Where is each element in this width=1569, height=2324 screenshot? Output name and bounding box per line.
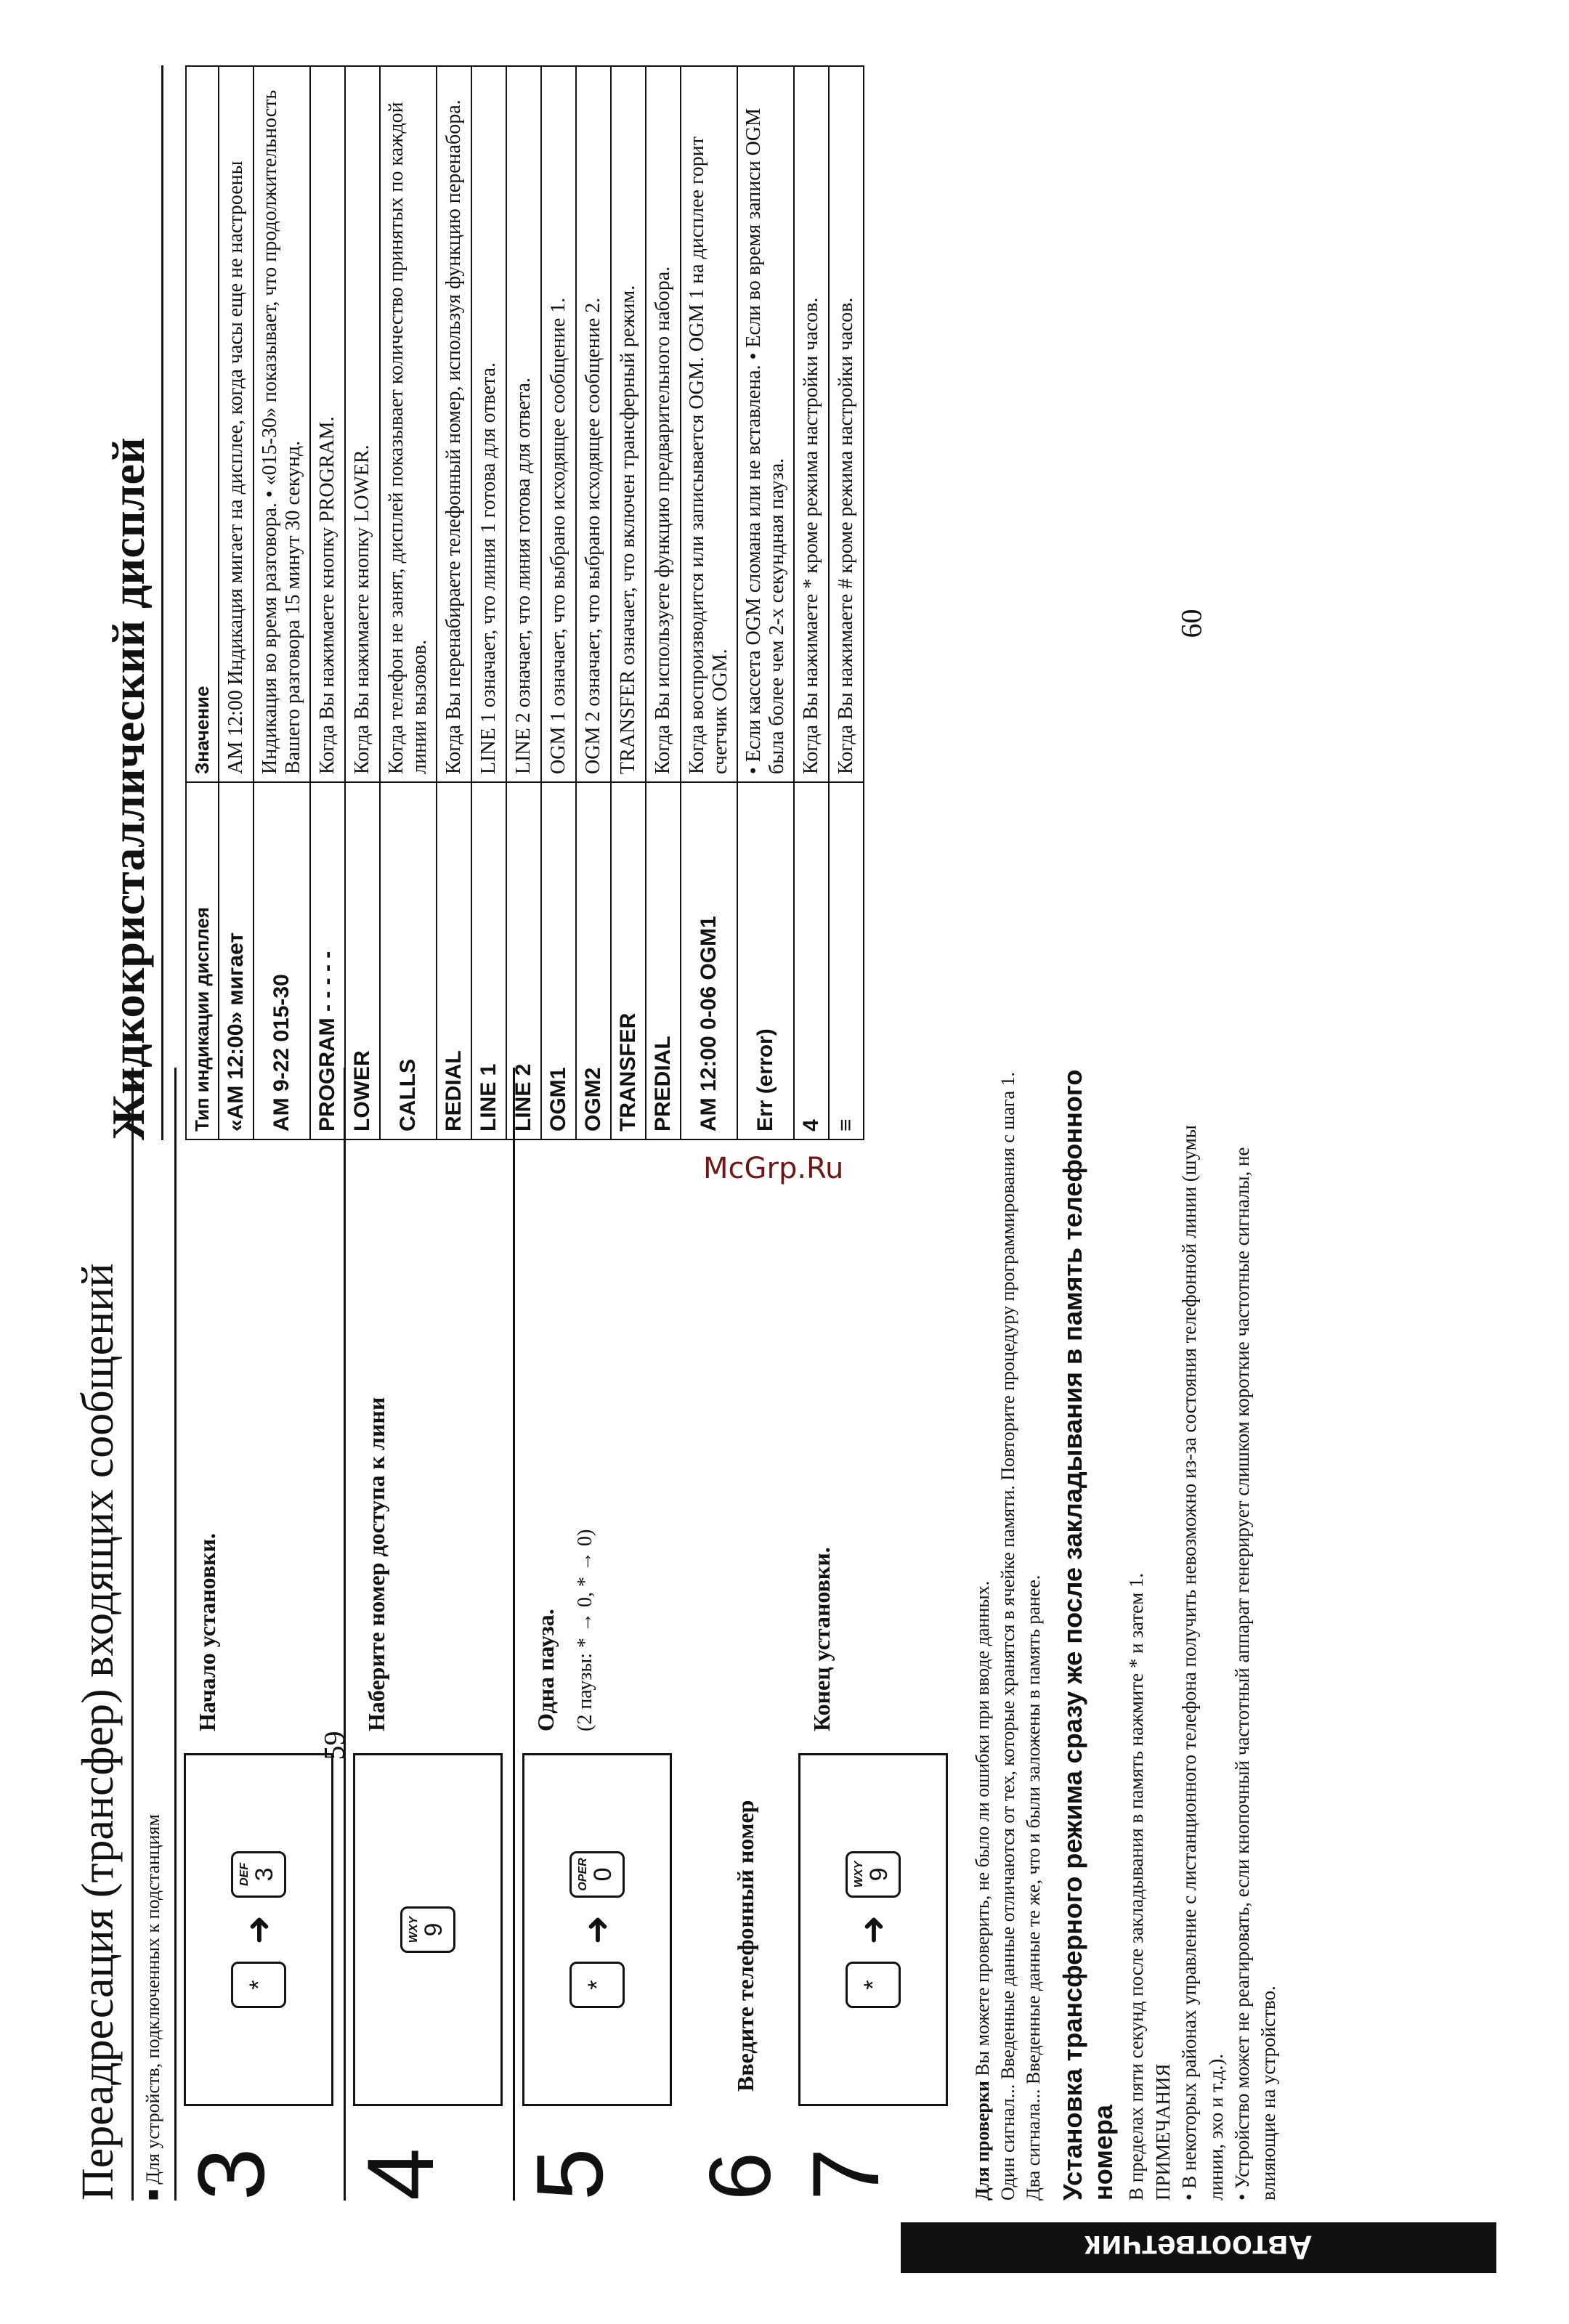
arrow-icon: ➜ [578,1914,617,1945]
cell-meaning: LINE 2 означает, что линия готова для ответа. [506,66,541,782]
cell-meaning: Когда Вы нажимаете * кроме режима настройки часов. [794,66,829,782]
step-text: Начало установки. [194,1532,220,1731]
key-sequence [184,1753,333,2106]
key-sequence [353,1753,503,2106]
cell-type: PROGRAM - - - - - [310,782,345,1139]
cell-type: Err (error) [737,782,794,1139]
star-key: * [231,1962,286,2008]
step-number: 3 [178,2148,284,2201]
key-9: WXY 9 [400,1906,455,1953]
table-header [186,66,219,1139]
step-number: 4 [347,2148,453,2201]
heading-text: В пределах пяти секунд после закладывания в память нажмите * и затем 1. [1125,1572,1148,2201]
cell-type: CALLS [380,782,437,1139]
cell-type: AM 9-22 015-30 [254,782,310,1139]
table-row [437,66,471,1139]
column-meaning: Значение [186,66,219,782]
table-row [829,66,864,1139]
cell-meaning: Когда Вы нажимаете кнопку LOWER. [345,66,380,782]
display-table [185,65,864,1140]
table-row [737,66,794,1139]
cell-type: OGM1 [541,782,576,1139]
note-1: • В некоторых районах управление с листанционного телефона получить невозможно из-за состояния телефонной линии (шумы линии, эхо и т.д.). [1178,1125,1227,2201]
cell-meaning: Когда Вы перенабираете телефонный номер, используя функцию перенабора. [437,66,471,782]
table-row [794,66,829,1139]
cell-meaning: Когда Вы нажимаете # кроме режима настройки часов. [829,66,864,782]
step-subtext: (2 паузы: * → 0, * → 0) [574,1529,596,1731]
page-59 [73,1068,1453,2201]
cell-type: PREDIAL [646,782,681,1139]
table-row [646,66,681,1139]
table-row [310,66,345,1139]
section-heading: Установка трансферного режима сразу же после закладывания в память телефонного номера [1058,1069,1119,2201]
column-type: Тип индикации дисплея [186,782,219,1139]
key-0: OPER 0 [569,1851,625,1898]
step-3 [174,1068,344,2201]
table-row [576,66,611,1139]
table-row [254,66,310,1139]
check-two-beeps: Два сигнала... Введенные данные те же, что и были заложены в память ранее. [1023,1575,1045,2201]
cell-meaning: Когда воспроизводится или записывается OGM. OGM 1 на дисплее горит счетчик OGM. [681,66,737,782]
subnote: ■ Для устройств, подключенных к подстанциям [142,1814,163,2201]
star-key: * [846,1962,901,2008]
table-row [681,66,737,1139]
check-one-beep: Один сигнал... Введенные данные отличаются от тех, которые хранятся в ячейке памяти. Повторите процедуру программирования с шага 1. [997,1071,1019,2201]
key-sequence [798,1753,948,2106]
arrow-icon: ➜ [240,1914,278,1945]
check-label: Для проверки [972,2081,993,2201]
cell-type: «AM 12:00» мигает [219,782,254,1139]
cell-type: AM 12:00 0-06 OGM1 [681,782,737,1139]
section-tab: Автоответчик [901,2222,1496,2273]
cell-type: LINE 1 [471,782,506,1139]
step-text: Введите телефонный номер [731,1800,758,2092]
page-number-60: 60 [1175,609,1208,638]
step-6 [689,1068,789,2201]
step-number: 6 [692,2152,789,2201]
cell-type: ≡ [829,782,864,1139]
step-5 [513,1068,682,2201]
check-text: Вы можете проверить, не было ли ошибки при вводе данных. [972,1580,993,2076]
page-number-59: 59 [317,1731,351,1760]
table-row [541,66,576,1139]
cell-meaning: Индикация во время разговора. • «015-30» показывает, что продолжительность Вашего разговора 15 минут 30 секунд. [254,66,310,782]
step-text: Наберите номер доступа к лини [363,1397,389,1731]
cell-meaning: LINE 1 означает, что линия 1 готова для ответа. [471,66,506,782]
table-row [380,66,437,1139]
cell-meaning: OGM 2 означает, что выбрано исходящее сообщение 2. [576,66,611,782]
key-3: DEF 3 [231,1851,286,1898]
cell-type: LOWER [345,782,380,1139]
star-key: * [569,1962,625,2008]
cell-meaning: OGM 1 означает, что выбрано исходящее сообщение 1. [541,66,576,782]
cell-meaning: • Если кассета OGM сломана или не вставлена. • Если во время записи OGM была более чем 2-х секундная пауза. [737,66,794,782]
arrow-icon: ➜ [854,1914,893,1945]
cell-meaning: Когда телефон не занят, дисплей показывает количество принятых по каждой линии вызовов. [380,66,437,782]
cell-meaning: Когда Вы используете функцию предварительного набора. [646,66,681,782]
cell-type: OGM2 [576,782,611,1139]
table-row [345,66,380,1139]
cell-type: TRANSFER [611,782,646,1139]
notes-title: ПРИМЕЧАНИЯ [1151,2063,1174,2201]
table-row [506,66,541,1139]
step-number: 7 [792,2148,899,2201]
step-text: Одна пауза. [532,1609,559,1731]
cell-meaning: TRANSFER означает, что включен трансферный режим. [611,66,646,782]
step-7 [791,1068,958,2201]
cell-type: REDIAL [437,782,471,1139]
page-60 [102,65,1518,1140]
watermark: McGrp.Ru [703,1152,844,1185]
check-section [970,1068,1046,2201]
cell-type: 4 [794,782,829,1139]
table-row [219,66,254,1139]
page-title: Жидкокристаллический дисплей [102,65,163,1140]
cell-meaning: AM 12:00 Индикация мигает на дисплее, когда часы еще не настроены [219,66,254,782]
step-number: 5 [516,2148,623,2201]
page-title: Переадресация (трансфер) входящих сообщений [73,1068,134,2201]
key-sequence [522,1753,672,2106]
cell-meaning: Когда Вы нажимаете кнопку PROGRAM. [310,66,345,782]
cell-type: LINE 2 [506,782,541,1139]
table-row [471,66,506,1139]
step-text: Конец установки. [808,1547,835,1731]
note-2: • Устройство может не реагировать, если кнопочный частотный аппарат генерирует слишком короткие частотные сигналы, не влияющие на устройство. [1231,1147,1280,2201]
table-row [611,66,646,1139]
step-4 [344,1068,513,2201]
key-9: WXY 9 [846,1851,901,1898]
